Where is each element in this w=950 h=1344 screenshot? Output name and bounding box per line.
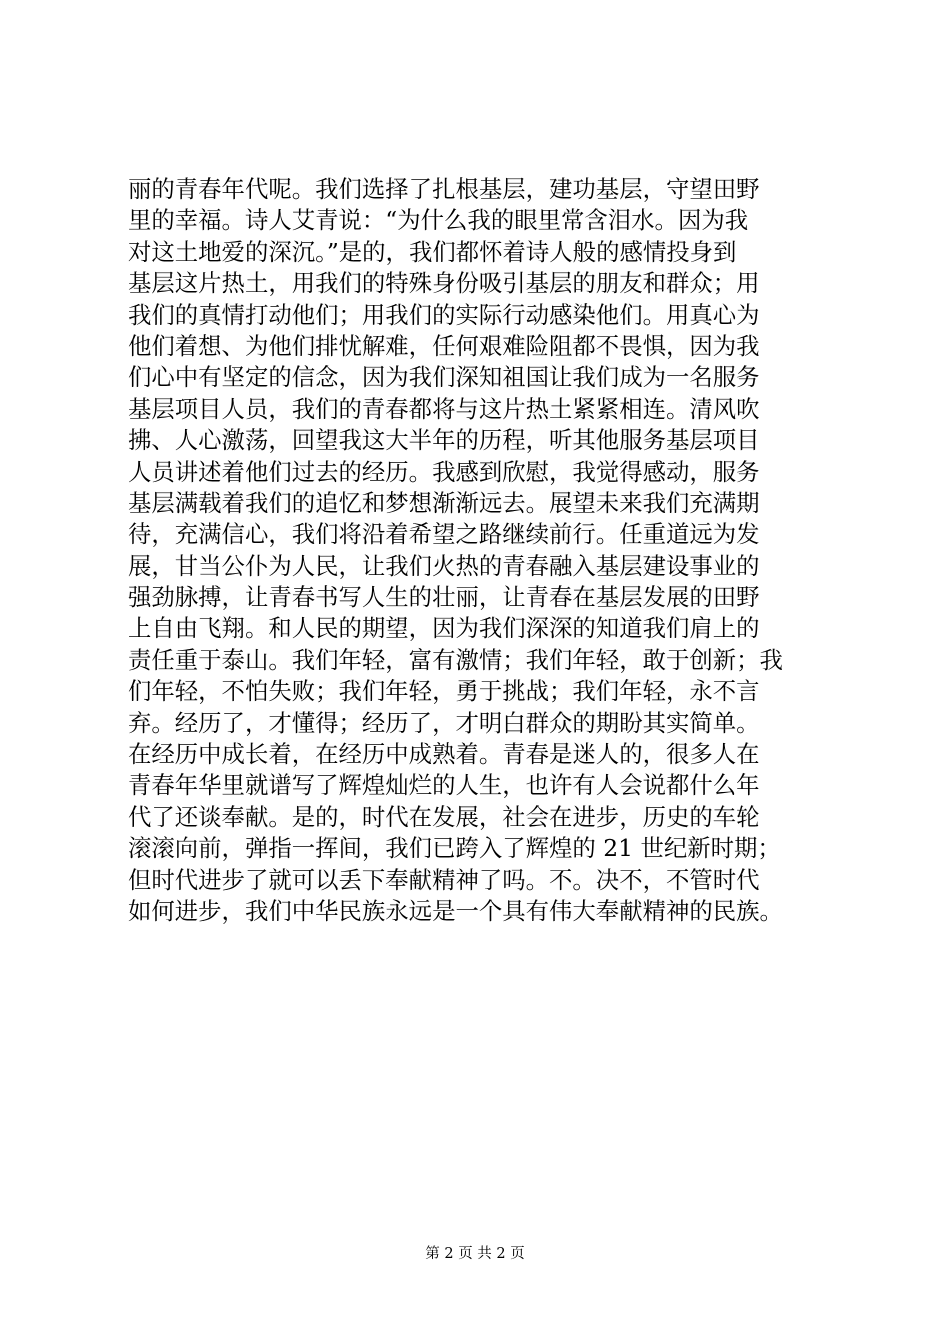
text-line: 弃。经历了，才懂得；经历了，才明白群众的期盼其实简单。 [128, 708, 760, 737]
text-line: 在经历中成长着，在经历中成熟着。青春是迷人的，很多人在 [128, 740, 760, 769]
text-line: 如何进步，我们中华民族永远是一个具有伟大奉献精神的民族。 [128, 896, 783, 925]
text-line: 滚滚向前，弹指一挥间，我们已跨入了辉煌的 21 世纪新时期； [128, 834, 781, 863]
text-line: 但时代进步了就可以丢下奉献精神了吗。不。决不，不管时代 [128, 865, 760, 894]
body-paragraph [128, 174, 848, 927]
text-line: 青春年华里就谱写了辉煌灿烂的人生，也许有人会说都什么年 [128, 771, 760, 800]
text-line: 们心中有坚定的信念，因为我们深知祖国让我们成为一名服务 [128, 363, 760, 392]
text-line: 拂、人心激荡，回望我这大半年的历程，听其他服务基层项目 [128, 426, 760, 455]
text-line: 对这土地爱的深沉。”是的，我们都怀着诗人般的感情投身到 [128, 237, 737, 266]
text-line: 责任重于泰山。我们年轻，富有激情；我们年轻，敢于创新；我 [128, 645, 783, 674]
text-line: 基层项目人员，我们的青春都将与这片热土紧紧相连。清风吹 [128, 394, 760, 423]
text-line: 代了还谈奉献。是的，时代在发展，社会在进步，历史的车轮 [128, 802, 760, 831]
text-line: 丽的青春年代呢。我们选择了扎根基层，建功基层，守望田野 [128, 175, 760, 203]
text-line: 基层满载着我们的追忆和梦想渐渐远去。展望未来我们充满期 [128, 488, 760, 517]
text-line: 里的幸福。诗人艾青说：“为什么我的眼里常含泪水。因为我 [128, 206, 749, 235]
text-line: 待，充满信心，我们将沿着希望之路继续前行。任重道远为发 [128, 520, 760, 549]
text-line: 人员讲述着他们过去的经历。我感到欣慰，我觉得感动，服务 [128, 457, 760, 486]
text-line: 强劲脉搏，让青春书写人生的壮丽，让青春在基层发展的田野 [128, 583, 760, 612]
text-line: 他们着想、为他们排忧解难，任何艰难险阻都不畏惧，因为我 [128, 331, 760, 360]
text-line: 我们的真情打动他们；用我们的实际行动感染他们。用真心为 [128, 300, 760, 329]
page-number-footer: 第 2 页 共 2 页 [425, 1246, 525, 1262]
text-line: 们年轻，不怕失败；我们年轻，勇于挑战；我们年轻，永不言 [128, 677, 760, 706]
text-line: 基层这片热土，用我们的特殊身份吸引基层的朋友和群众；用 [128, 269, 760, 298]
text-line: 展，甘当公仆为人民，让我们火热的青春融入基层建设事业的 [128, 551, 760, 580]
text-line: 上自由飞翔。和人民的期望，因为我们深深的知道我们肩上的 [128, 614, 760, 643]
